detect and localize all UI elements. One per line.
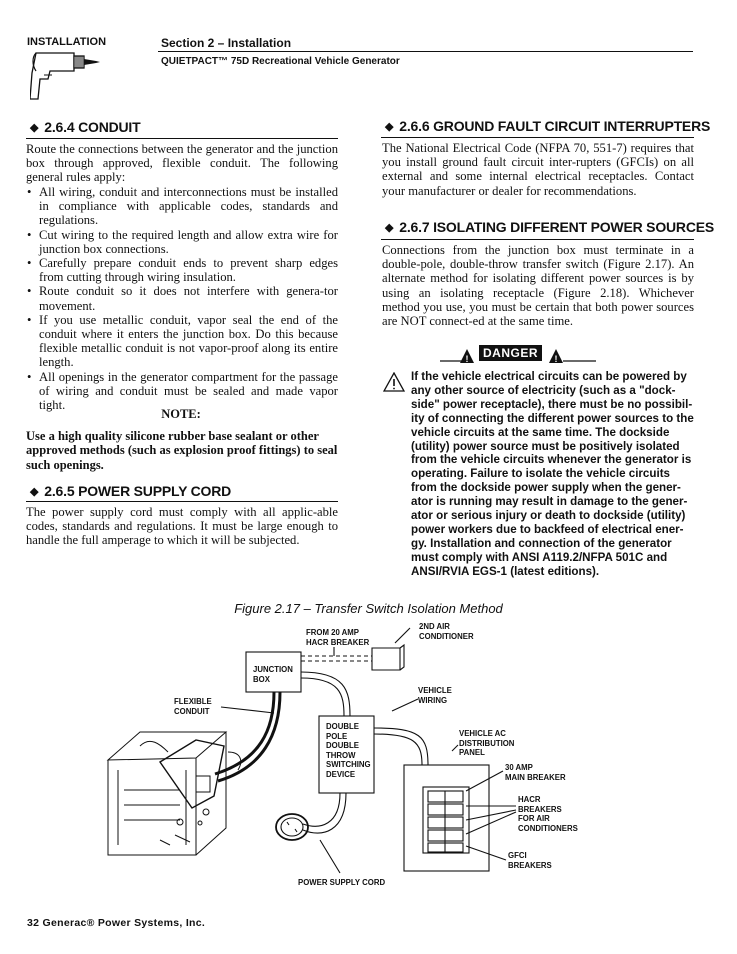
note-text: Use a high quality silicone rubber base sealant or other approved methods (such as explosion proof fittings) to seal such openings.: [26, 429, 338, 472]
label-air-conditioner: 2ND AIR CONDITIONER: [419, 622, 474, 641]
label-hacr-breakers: HACR BREAKERS FOR AIR CONDITIONERS: [518, 795, 578, 833]
svg-text:!: !: [554, 354, 558, 364]
list-item: • If you use metallic conduit, vapor seal the end of the conduit where it enters the junction box. Do this because flexible metallic conduit is not vapor-proof along its entire length.: [26, 313, 338, 370]
label-power-cord: POWER SUPPLY CORD: [298, 878, 386, 887]
label-junction-box: JUNCTION BOX: [253, 665, 293, 684]
isolating-heading-text: 2.6.7 ISOLATING DIFFERENT POWER SOURCES: [399, 219, 715, 235]
list-item: • Route conduit so it does not interfere with genera-tor movement.: [26, 284, 338, 312]
label-main-breaker: 30 AMP MAIN BREAKER: [505, 763, 566, 782]
gfci-text: The National Electrical Code (NFPA 70, 551-7) requires that you install ground fault circuit inter-rupters (GFCIs) on all external and some internal electrical receptacles. Contact your manufacturer or dealer for recommendations.: [382, 141, 694, 198]
note-label: NOTE:: [161, 407, 201, 421]
diamond-icon: ◆: [30, 486, 39, 498]
label-from-hacr: FROM 20 AMP HACR BREAKER: [306, 628, 370, 647]
power-cord-heading-text: 2.6.5 POWER SUPPLY CORD: [44, 483, 232, 499]
diamond-icon: ◆: [385, 222, 394, 234]
list-item: • All openings in the generator compartment for the passage of wiring and conduit must be sealed and made vapor tight.: [26, 370, 338, 413]
gfci-heading-text: 2.6.6 GROUND FAULT CIRCUIT INTERRUPTERS: [399, 118, 711, 134]
isolating-text: Connections from the junction box must terminate in a double-pole, double-throw transfer switch (Figure 2.17). An alternate method for isolating different power sources is by using an isolating receptacle (Figure 2.18). Whichever method you use, you must be certain that both power sources are NOT connect-ed at the same time.: [382, 243, 694, 329]
page-footer: 32 Generac® Power Systems, Inc.: [27, 917, 206, 929]
section-subtitle: QUIETPACT™ 75D Recreational Vehicle Generator: [161, 56, 400, 67]
list-item: • All wiring, conduit and interconnections must be installed in compliance with applicable codes, standards and regulations.: [26, 185, 338, 228]
label-dpdt: DOUBLE POLE DOUBLE THROW SWITCHING DEVICE: [326, 722, 371, 779]
list-item: • Cut wiring to the required length and allow extra wire for junction box connections.: [26, 228, 338, 256]
diamond-icon: ◆: [385, 121, 394, 133]
svg-text:!: !: [465, 354, 469, 364]
label-vehicle-wiring: VEHICLE WIRING: [418, 686, 452, 705]
label-flexible-conduit: FLEXIBLE CONDUIT: [174, 697, 212, 716]
danger-label: DANGER: [479, 345, 542, 361]
conduit-heading-text: 2.6.4 CONDUIT: [44, 119, 141, 135]
header-installation: INSTALLATION: [27, 36, 107, 48]
generator-drawing: [108, 732, 241, 855]
danger-text: If the vehicle electrical circuits can be powered by any other source of electricity (such as a "dock-side" power receptacle), there must be no possibil-ity of connecting the different power sources to the vehicle circuits at the same time. The dockside (utility) power source must be positively isolated from the vehicle circuits whenever the generator is operating. Failure to isolate the vehicle circuits from the dockside power supply when the gener-ator is running may result in damage to the gener-ator or serious injury or death to dockside (utility) power workers due to backfeed of electrical ener-gy. Installation and connection of the generator must comply with ANSI A119.2/NFPA 501C and ANSI/RVIA EGS-1 (latest editions).: [411, 370, 694, 578]
label-gfci-breakers: GFCI BREAKERS: [508, 851, 552, 870]
section-title: Section 2 – Installation: [161, 36, 292, 50]
label-distribution-panel: VEHICLE AC DISTRIBUTION PANEL: [459, 729, 515, 757]
figure-title: Figure 2.17 – Transfer Switch Isolation Method: [234, 601, 503, 616]
power-cord-text: The power supply cord must comply with all applic-able codes, standards and regulations. It must be large enough to handle the full amperage to which it will be subjected.: [26, 505, 338, 548]
diamond-icon: ◆: [30, 122, 39, 134]
list-item: • Carefully prepare conduit ends to prevent sharp edges from cutting through wiring insulation.: [26, 256, 338, 284]
conduit-intro: Route the connections between the generator and the junction box through approved, flexible conduit. The following general rules apply:: [26, 142, 338, 185]
